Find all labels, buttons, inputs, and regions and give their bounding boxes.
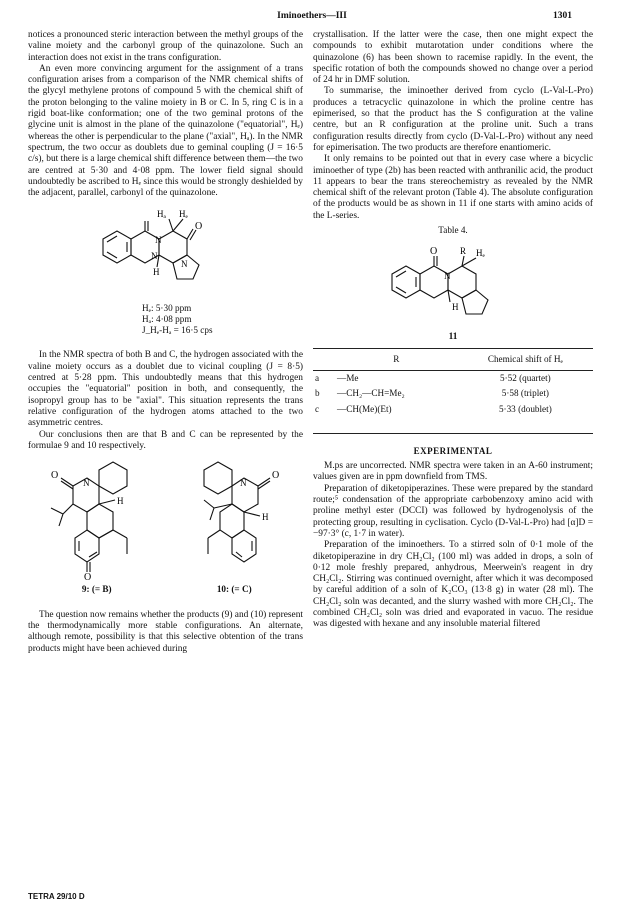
structure-11-r: R — [460, 246, 467, 257]
structure-5-n3-label: N — [180, 259, 187, 270]
structure-9-nitrogen: N — [82, 478, 90, 489]
left-paragraph-1: notices a pronounced steric interaction between the methyl groups of the valine moiety and the carbonyl group of the quinazolone. Such an interaction does not exist in the trans configuration. — [28, 30, 303, 63]
table-cell-id: a — [315, 372, 320, 383]
structure-11-diagram — [378, 236, 528, 332]
table-4-header-row — [313, 348, 593, 370]
left-paragraph-3: In the NMR spectra of both B and C, the hydrogen associated with the valine moiety occurs as a doublet due to vicinal coupling (J = 8·5) centred at 5·28 ppm. This undoubtedly means that this hydrogen occupies the "equatorial" position in both, and consequently, the isopropyl group has to be "axial". This situation represents the trans relative configuration of the hydrogen atoms attached to the two asymmetric centres. — [28, 350, 304, 429]
experimental-heading: EXPERIMENTAL — [413, 445, 493, 456]
table-cell-r: —CH₂—CH=Me₂ — [337, 388, 405, 399]
table-row — [313, 402, 593, 434]
structure-5-n1-label: N — [154, 235, 161, 246]
experimental-paragraph-1: M.ps are uncorrected. NMR spectra were taken in an A-60 instrument; values given are in ppm downfield from TMS. — [313, 461, 593, 483]
right-paragraph-3: It only remains to be pointed out that in every case where a bicyclic iminoether of type (2b) has been reacted with anthranilic acid, the product 11 appears to bear the trans stereochemistry as revealed by the NMR chemical shift of the relevant proton (Table 4). The absolute configuration of the products would be as shown in 11 if one starts with amino acids of the L-series. — [313, 154, 593, 221]
footer-journal-code: TETRA 29/10 D — [28, 892, 85, 901]
right-paragraph-2: To summarise, the iminoether derived from cyclo (L-Val-L-Pro) produces a tetracyclic quinazolone in which the proline centre has epimerised, so that the product has the S configuration at the valine centre, but an R configuration at the proline unit. Such a trans configuration results directly from cyclo (D-Val-L-Pro) without any need for epimerisation. The two products are therefore enantiomeric. — [313, 86, 593, 153]
table-cell-shift: 5·58 (triplet) — [501, 388, 549, 399]
structure-10-diagram — [174, 456, 294, 580]
experimental-paragraph-2: Preparation of diketopiperazines. These were prepared by the standard route;⁵ condensation of the appropriate carbobenzoxy amino acid with proline methyl ester (DCCI) was followed by hydrogenolysis of the protecting group, resulting in cyclisation. Cyclo (D-Val-L-Pro) had [α]D = −97·3° (c, 1·7 in water). — [313, 483, 593, 539]
structure-9-oxygen-2: O — [83, 572, 91, 581]
left-column — [28, 30, 303, 655]
structure-10-hydrogen: H — [262, 512, 269, 523]
table-cell-r: —Me — [337, 372, 359, 383]
structure-11-hydrogen: H — [452, 302, 459, 313]
structure-5-ha-label: Hₐ — [156, 209, 166, 220]
structure-10-label: 10: (= C) — [216, 584, 252, 595]
running-header-title: Iminoethers—III — [277, 11, 347, 21]
structure-10 — [169, 456, 299, 596]
structures-9-10 — [28, 456, 303, 596]
structure-9-oxygen-1: O — [50, 470, 58, 482]
structure-5-diagram — [91, 199, 241, 303]
right-paragraph-1: crystallisation. If the latter were the case, then one might expect the compounds to exhibit mutarotation under conditions where the quinazolone (6) has been shown to racemise rapidly. In the event, the specific rotation of both the compounds showed no change over a period of 24 hr in DMF solution. — [313, 30, 593, 86]
left-paragraph-4: Our conclusions then are that B and C can be represented by the formulae 9 and 10 respectively. — [28, 429, 303, 451]
structure-11-he: Hₑ — [476, 248, 485, 259]
structure-5-coupling: J_Hₑ-Hₐ = 16·5 cps — [142, 325, 213, 336]
table-row — [313, 370, 593, 386]
table-4-id-header — [313, 348, 335, 370]
table-cell-r: —CH(Me)(Et) — [335, 402, 458, 434]
experimental-paragraph-3: Preparation of the iminoethers. To a stirred soln of 0·1 mole of the diketopiperazine in dry CH₂Cl₂ (100 ml) was added in drops, a soln of 0·12 mole freshly prepared, anhydrous, Meerwein's reagent in dry CH₂Cl₂. Stirring was continued overnight, after which it was decomposed by careful addition of a soln of K₂CO₃ (13·8 g) in water (28 ml). The CH₂Cl₂ soln was decanted, and the slurry washed with more CH₂Cl₂. The combined CH₂Cl₂ soln was dried and evaporated in vacuo. The residue was digested with hexane and any insoluble material filtered — [313, 540, 593, 630]
left-paragraph-5: The question now remains whether the products (9) and (10) represent the thermodynamically more stable configurations. An alternate, although remote, possibility is that this selective obtention of the trans products might have been achieved during — [28, 609, 303, 654]
table-cell-id: b — [315, 388, 320, 399]
structure-9 — [32, 456, 162, 596]
structure-9-diagram — [37, 456, 157, 580]
structure-10-nitrogen: N — [240, 478, 247, 489]
structure-9-hydrogen: H — [116, 496, 124, 507]
structure-11-oxygen: O — [430, 246, 438, 258]
page-number: 1301 — [553, 11, 572, 21]
structure-5-ha-shift: Hₐ: 4·08 ppm — [142, 314, 192, 325]
table-4-title: Table 4. — [438, 225, 468, 236]
structure-10-oxygen: O — [272, 470, 280, 482]
structure-5-he-shift: Hₑ: 5·30 ppm — [142, 303, 192, 314]
structure-5-oxygen-label: O — [194, 221, 202, 233]
structure-5-h-label: H — [152, 267, 159, 278]
right-column — [313, 30, 593, 631]
table-4 — [313, 348, 593, 434]
table-cell-shift: 5·52 (quartet) — [499, 372, 551, 383]
structure-5-caption — [142, 303, 303, 336]
table-cell-shift: 5·33 (doublet) — [458, 402, 593, 434]
structure-11-label: 11 — [448, 332, 458, 343]
table-4-shift-header: Chemical shift of Hₑ — [458, 348, 593, 370]
structure-5-he-label: Hₑ — [178, 209, 188, 220]
left-paragraph-2: An even more convincing argument for the assignment of a trans configuration arises from a comparison of the NMR chemical shifts of the glycyl methylene protons of compound 5 with the chemical shift of the proton belonging to the valine moiety in B or C. In 5, ring C is in a rigid boat-like conformation; one of the two geminal protons of the glycine unit is almost in the plane of the quinazolone ("equatorial", Hₑ) whereas the other is perpendicular to the plane ("axial", Hₐ). In the NMR spectrum, the two occur as doublets due to geminal coupling (J = 16·5 c/s), but there is a large chemical shift difference between them—the two are centred at 5·30 and 4·08 ppm. The lower field signal should undoubtedly be ascribed to Hₑ since this would be strongly deshielded by the adjacent, parallel, carbonyl of the quinazolone. — [28, 63, 303, 199]
structure-11-nitrogen: N — [444, 271, 451, 282]
table-cell-id: c — [313, 402, 335, 434]
structure-5-n2-label: N — [150, 251, 157, 262]
structure-9-label: 9: (= B) — [81, 584, 112, 595]
table-4-r-header: R — [335, 348, 458, 370]
table-row — [313, 386, 593, 401]
